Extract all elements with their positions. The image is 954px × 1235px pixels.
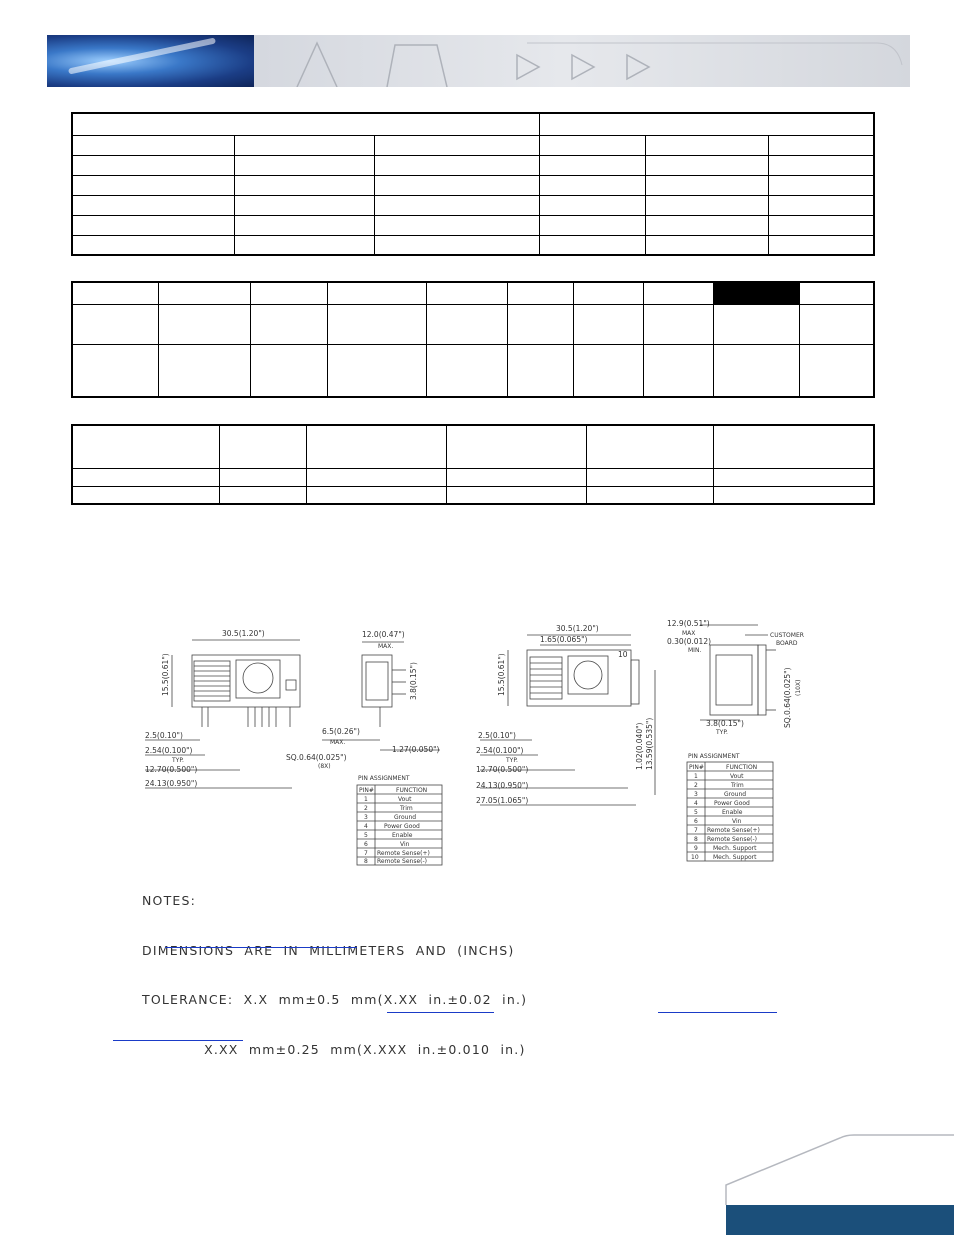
notes-dimensions: DIMENSIONS ARE IN MILLIMETERS AND (INCHS): [142, 942, 515, 958]
dim-hz-clear-min: MIN.: [688, 647, 702, 654]
footer-swoosh: [720, 1130, 954, 1210]
dim-side-standoff-max: MAX.: [330, 739, 346, 746]
pin-b-4: 4: [694, 800, 698, 807]
dim-hz-customer: CUSTOMER: [770, 632, 804, 639]
dim-hz-clear: 0.30(0.012): [667, 637, 712, 646]
pin-b-10: 10: [691, 854, 699, 861]
dim-hz-sq-qty: (10X): [795, 679, 802, 696]
dim-hz-span-2: 24.13(0.950"): [476, 781, 529, 790]
link-underline-3[interactable]: [658, 1012, 777, 1013]
dim-hz-sq: SQ.0.64(0.025"): [783, 667, 792, 728]
link-underline-1[interactable]: [165, 947, 357, 948]
dim-front-height: 15.5(0.61"): [161, 653, 170, 696]
drawing-notes: [142, 860, 527, 1075]
pin-a-6-fn: Vin: [400, 841, 410, 848]
pin-table-b-header-pin: PIN#: [689, 764, 704, 771]
pin-b-9-fn: Mech. Support: [713, 845, 757, 852]
pin-b-5-fn: Enable: [722, 809, 743, 816]
pin-b-6-fn: Vin: [732, 818, 742, 825]
pin-a-8: 8: [364, 858, 368, 865]
pin-a-3: 3: [364, 814, 368, 821]
pin-b-6: 6: [694, 818, 698, 825]
dim-side-pin-len: 3.8(0.15"): [409, 662, 418, 700]
notes-tolerance-2: X.XX mm±0.25 mm(X.XXX in.±0.010 in.): [142, 1041, 526, 1057]
highlighted-header-cell: [713, 283, 799, 304]
pin-b-8-fn: Remote Sense(-): [707, 836, 758, 843]
pin-b-8: 8: [694, 836, 698, 843]
pin-table-a-header-pin: PIN#: [359, 787, 374, 794]
dim-hz-lead-typ: TYP.: [716, 729, 728, 736]
footer-bar: [726, 1205, 954, 1235]
pin-b-3-fn: Ground: [724, 791, 747, 798]
link-underline-4[interactable]: [113, 1040, 243, 1041]
pin-b-1-fn: Vout: [730, 773, 744, 780]
banner-photo: [47, 35, 254, 87]
pin-b-2-fn: Trim: [731, 782, 744, 789]
pin-a-1-fn: Vout: [398, 796, 412, 803]
dim-pin-pitch: 2.54(0.100"): [145, 746, 193, 755]
notes-tolerance-1: TOLERANCE: X.X mm±0.5 mm(X.XX in.±0.02 in.): [142, 992, 528, 1007]
pin-b-1: 1: [694, 773, 698, 780]
pin-a-2-fn: Trim: [400, 805, 413, 812]
link-underline-2[interactable]: [387, 1012, 494, 1013]
banner-decoration: [277, 35, 910, 87]
dim-pin-pitch-typ: TYP.: [172, 757, 184, 764]
pin-a-6: 6: [364, 841, 368, 848]
spec-table-2: [71, 281, 875, 398]
dim-front-width: 30.5(1.20"): [222, 629, 265, 638]
dim-pin-square-qty: (8X): [318, 763, 331, 770]
pin-b-4-fn: Power Good: [714, 800, 750, 807]
dim-hz-pin-10: 10: [618, 650, 628, 659]
pin-b-10-fn: Mech. Support: [713, 854, 757, 861]
pin-a-5: 5: [364, 832, 368, 839]
dim-side-max-label: MAX.: [378, 643, 394, 650]
pin-a-4: 4: [364, 823, 368, 830]
pin-a-7-fn: Remote Sense(+): [377, 850, 430, 857]
dim-hz-board: BOARD: [776, 640, 798, 647]
pin-a-2: 2: [364, 805, 368, 812]
dim-pin-span-1: 12.70(0.500"): [145, 765, 198, 774]
dim-hz-top-max: MAX: [682, 630, 696, 637]
dim-hz-top: 12.9(0.51"): [667, 619, 710, 628]
pin-b-3: 3: [694, 791, 698, 798]
dim-pin-edge: 2.5(0.10"): [145, 731, 183, 740]
dim-pin-span-2: 24.13(0.950"): [145, 779, 198, 788]
dim-hz-span-1: 12.70(0.500"): [476, 765, 529, 774]
pin-table-a-header-function: FUNCTION: [396, 787, 428, 794]
dim-hz-pin-typ: TYP.: [506, 757, 518, 764]
dim-hz-side-1: 1.02(0.040"): [635, 722, 644, 770]
pin-b-9: 9: [694, 845, 698, 852]
pin-b-2: 2: [694, 782, 698, 789]
pin-b-7: 7: [694, 827, 698, 834]
dim-pin-square: SQ.0.64(0.025"): [286, 753, 347, 762]
pin-a-8-fn: Remote Sense(-): [377, 858, 428, 865]
mechanical-drawing: [0, 600, 954, 880]
dim-hz-height: 15.5(0.61"): [497, 653, 506, 696]
dim-hz-pin-edge: 2.5(0.10"): [478, 731, 516, 740]
pin-table-b-header-function: FUNCTION: [726, 764, 758, 771]
pin-a-3-fn: Ground: [394, 814, 417, 821]
pin-table-a-title: PIN ASSIGNMENT: [358, 775, 410, 782]
spec-table-1: [71, 112, 875, 256]
dim-hz-side-2: 13.59(0.535"): [645, 717, 654, 770]
dim-hz-width: 30.5(1.20"): [556, 624, 599, 633]
pin-a-1: 1: [364, 796, 368, 803]
header-banner: [47, 35, 910, 87]
dim-side-standoff: 6.5(0.26"): [322, 727, 360, 736]
dim-hz-span-3: 27.05(1.065"): [476, 796, 529, 805]
dim-side-max: 12.0(0.47"): [362, 630, 405, 639]
pin-b-5: 5: [694, 809, 698, 816]
pin-a-5-fn: Enable: [392, 832, 413, 839]
dim-hz-lead: 3.8(0.15"): [706, 719, 744, 728]
pin-table-b-title: PIN ASSIGNMENT: [688, 753, 740, 760]
pin-a-7: 7: [364, 850, 368, 857]
dim-side-pin-offset: 1.27(0.050"): [392, 745, 440, 754]
dim-hz-pin-pitch: 2.54(0.100"): [476, 746, 524, 755]
dim-hz-offset: 1.65(0.065"): [540, 635, 588, 644]
pin-b-7-fn: Remote Sense(+): [707, 827, 760, 834]
pin-a-4-fn: Power Good: [384, 823, 420, 830]
notes-title: NOTES:: [142, 893, 197, 908]
spec-table-3: [71, 424, 875, 505]
